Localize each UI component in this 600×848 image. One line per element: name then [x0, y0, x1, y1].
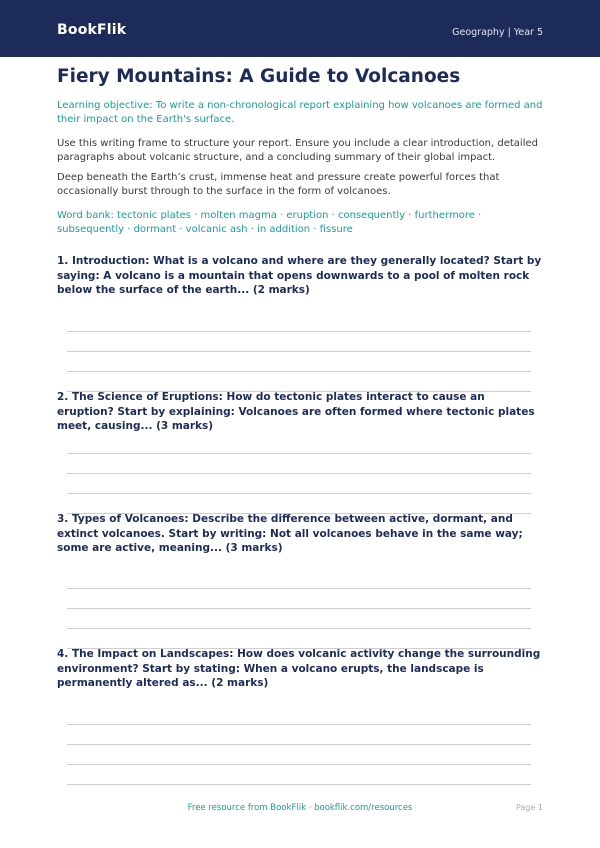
- answer-line[interactable]: [67, 724, 531, 725]
- answer-line[interactable]: [67, 608, 531, 609]
- answer-line[interactable]: [67, 493, 531, 494]
- instructions-text: Use this writing frame to structure your report. Ensure you include a clear introduction, detailed paragraphs about volcanic structure, and a concluding summary of their global impact.: [57, 138, 538, 163]
- answer-line[interactable]: [67, 588, 531, 589]
- answer-line[interactable]: [67, 628, 531, 629]
- answer-line[interactable]: [67, 784, 531, 785]
- question-1: 1. Introduction: What is a volcano and where are they generally located? Start by saying: A volcano is a mountain that opens downwards to a pool of molten rock below the surface of the earth... (2 marks): [57, 255, 542, 296]
- answer-line[interactable]: [67, 473, 531, 474]
- question-3: 3. Types of Volcanoes: Describe the difference between active, dormant, and extinct volcanoes. Start by writing: Not all volcanoes behave in the same way; some are active, meaning... (3 marks): [57, 513, 523, 554]
- answer-line[interactable]: [67, 744, 531, 745]
- subject-year-label: Geography | Year 5: [452, 27, 543, 38]
- learning-objective: Learning objective: To write a non-chronological report explaining how volcanoes are formed and their impact on the Earth's surface.: [57, 100, 543, 125]
- word-bank: Word bank: tectonic plates · molten magma · eruption · consequently · furthermore · subsequently · dormant · volcanic ash · in addition · fissure: [57, 210, 482, 235]
- answer-line[interactable]: [67, 764, 531, 765]
- question-2: 2. The Science of Eruptions: How do tectonic plates interact to cause an eruption? Start by explaining: Volcanoes are often formed where tectonic plates meet, causing... (3 marks): [57, 391, 535, 432]
- intro-text: Deep beneath the Earth’s crust, immense heat and pressure create powerful forces that occasionally burst through to the surface in the form of volcanoes.: [57, 172, 500, 197]
- answer-line[interactable]: [67, 453, 531, 454]
- answer-line[interactable]: [67, 351, 531, 352]
- page-title: Fiery Mountains: A Guide to Volcanoes: [57, 66, 461, 87]
- footer-resource-link[interactable]: Free resource from BookFlik · bookflik.com/resources: [187, 803, 413, 813]
- brand-logo[interactable]: BookFlik: [57, 22, 127, 38]
- page-number: Page 1: [516, 803, 543, 812]
- answer-line[interactable]: [67, 371, 531, 372]
- answer-line[interactable]: [67, 331, 531, 332]
- question-4: 4. The Impact on Landscapes: How does volcanic activity change the surrounding environment? Start by stating: When a volcano erupts, the landscape is permanently altered as... (2 marks): [57, 648, 541, 689]
- page-header: [0, 0, 600, 57]
